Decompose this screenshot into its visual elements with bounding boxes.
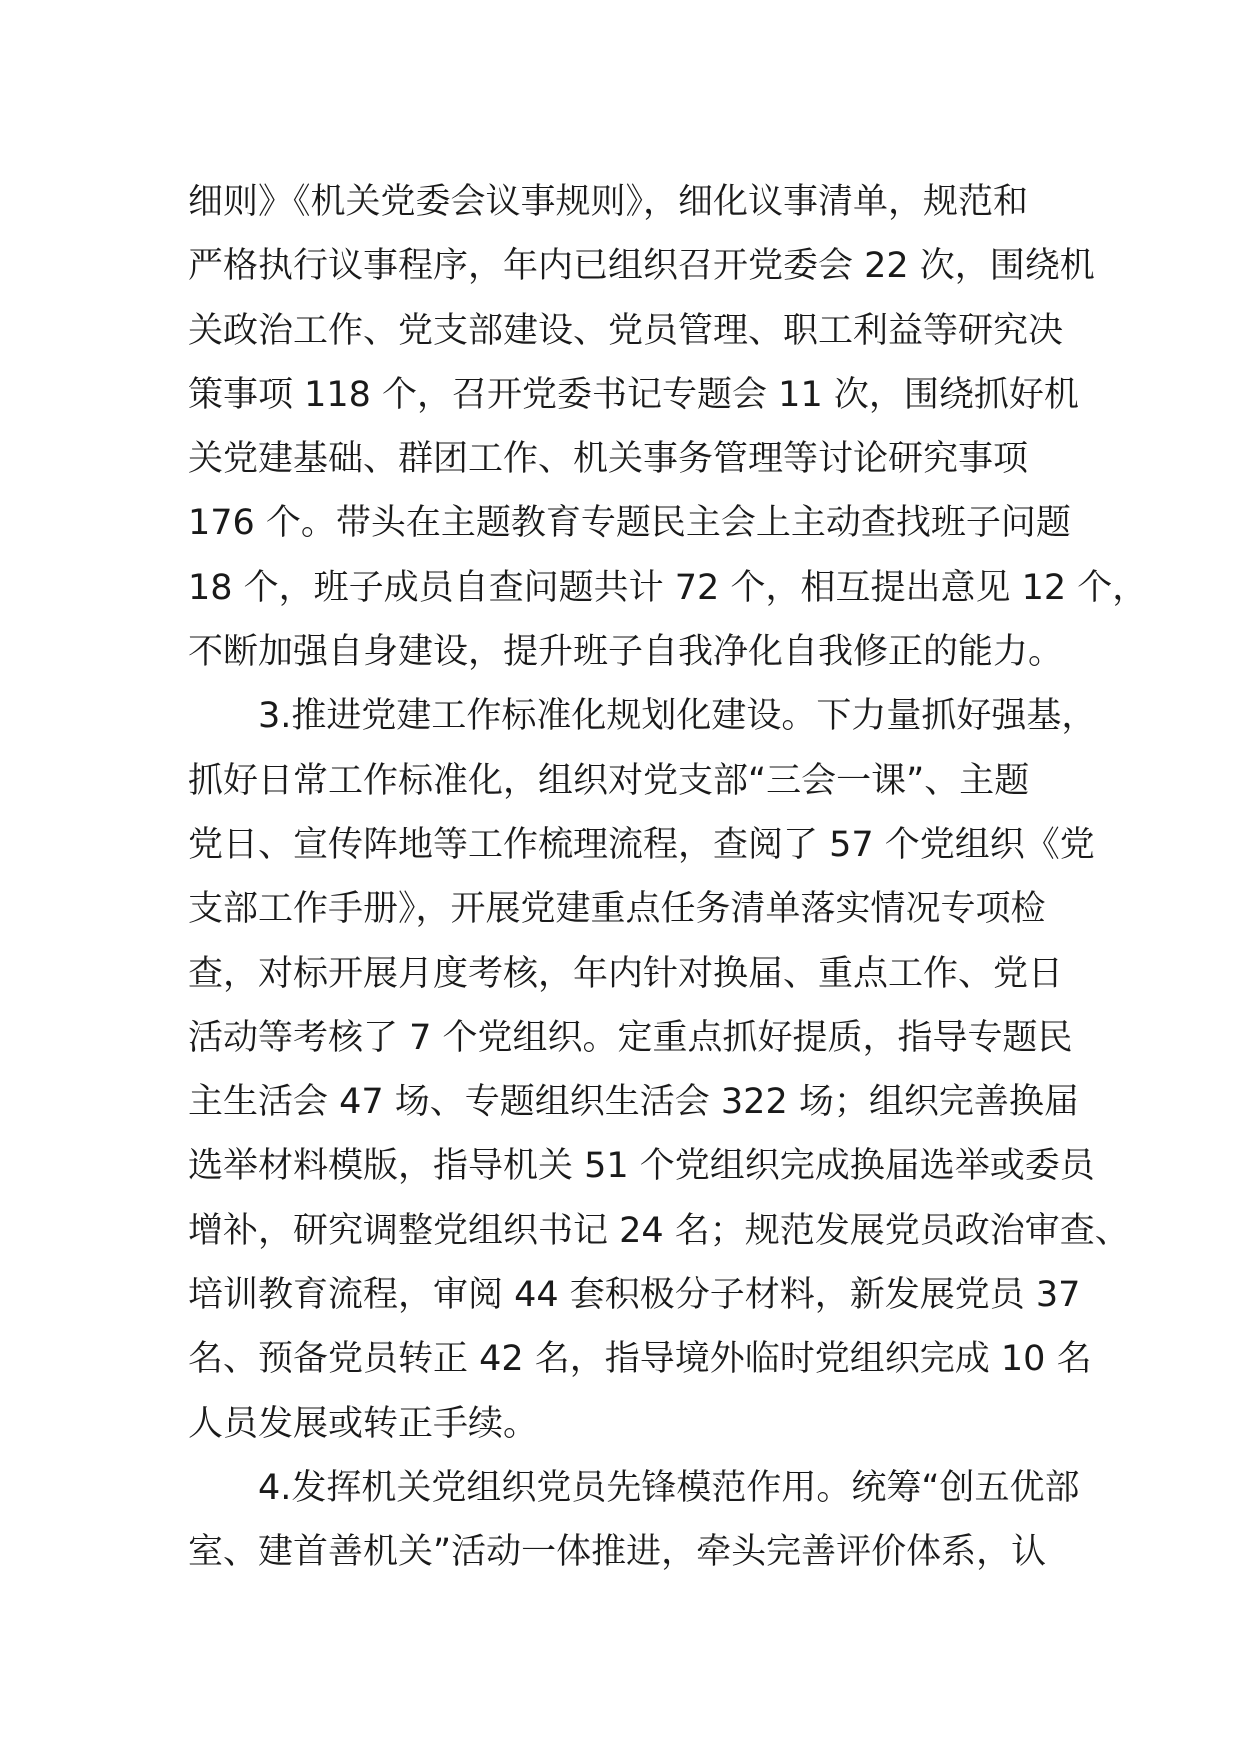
text-line: 策事项 118 个，召开党委书记专题会 11 次，围绕抓好机 [188,374,1079,415]
text-line: 3.推进党建工作标准化规划化建设。下力量抓好强基， [258,696,1097,737]
document-body [188,170,1148,1585]
text-line: 176 个。带头在主题教育专题民主会上主动查找班子问题 [188,503,1071,544]
text-line: 4.发挥机关党组织党员先锋模范作用。统筹“创五优部 [258,1467,1080,1508]
text-line: 查，对标开展月度考核，年内针对换届、重点工作、党日 [188,953,1064,994]
text-line: 培训教育流程，审阅 44 套积极分子材料，新发展党员 37 [188,1275,1081,1316]
text-line: 不断加强自身建设，提升班子自我净化自我修正的能力。 [188,632,1064,673]
text-line: 党日、宣传阵地等工作梳理流程，查阅了 57 个党组织《党 [188,824,1095,865]
text-line: 活动等考核了 7 个党组织。定重点抓好提质，指导专题民 [188,1017,1073,1058]
text-line: 主生活会 47 场、专题组织生活会 322 场；组织完善换届 [188,1082,1079,1123]
text-line: 名、预备党员转正 42 名，指导境外临时党组织完成 10 名 [188,1339,1092,1380]
text-line: 18 个，班子成员自查问题共计 72 个，相互提出意见 12 个， [188,567,1148,608]
text-line: 抓好日常工作标准化，组织对党支部“三会一课”、主题 [188,760,1030,801]
text-line: 选举材料模版，指导机关 51 个党组织完成换届选举或委员 [188,1146,1095,1187]
text-line: 严格执行议事程序，年内已组织召开党委会 22 次，围绕机 [188,246,1095,287]
text-line: 细则》《机关党委会议事规则》，细化议事清单，规范和 [188,182,1029,222]
text-line: 增补，研究调整党组织书记 24 名；规范发展党员政治审查、 [188,1210,1130,1251]
text-line: 人员发展或转正手续。 [188,1403,539,1444]
text-line: 关党建基础、群团工作、机关事务管理等讨论研究事项 [188,439,1029,480]
text-line: 室、建首善机关”活动一体推进，牵头完善评价体系，认 [188,1532,1047,1573]
text-line: 关政治工作、党支部建设、党员管理、职工利益等研究决 [188,310,1064,351]
text-line: 支部工作手册》，开展党建重点任务清单落实情况专项检 [188,889,1046,930]
